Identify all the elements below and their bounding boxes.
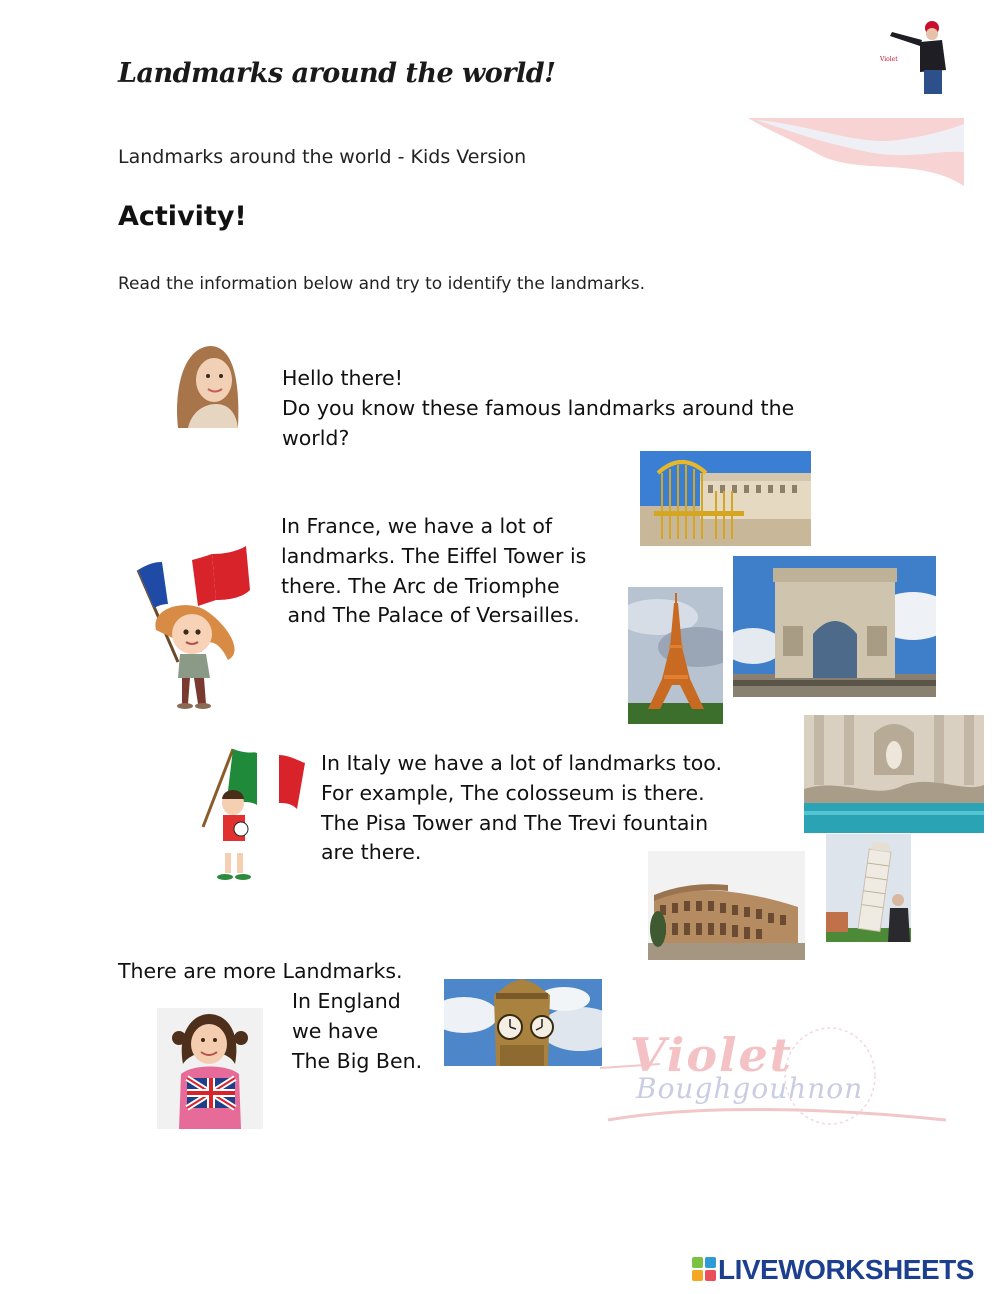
england-text	[292, 987, 422, 1076]
pisa-tower-photo	[826, 834, 911, 942]
england-line: we have	[292, 1018, 379, 1043]
france-line: In France, we have a lot of	[281, 514, 553, 538]
italy-line: are there.	[321, 840, 422, 865]
watermark-name-line2: Boughgouhnon	[636, 1072, 864, 1105]
versailles-photo	[640, 451, 811, 546]
greeting-line: Do you know these famous landmarks around the	[282, 395, 795, 420]
page-title: Landmarks around the world!	[118, 58, 556, 89]
italy-line: The Pisa Tower and The Trevi fountain	[321, 810, 709, 835]
big-ben-photo	[444, 979, 602, 1066]
svg-text:Violet: Violet	[880, 56, 898, 63]
england-line: The Big Ben.	[292, 1048, 423, 1073]
france-line: landmarks. The Eiffel Tower is	[281, 543, 587, 568]
france-line: there. The Arc de Triomphe	[281, 573, 560, 598]
england-line: In England	[292, 989, 401, 1013]
arc-de-triomphe-photo	[733, 556, 936, 697]
author-watermark	[600, 1024, 950, 1128]
boy-with-italian-flag-image	[199, 747, 307, 883]
activity-instruction: Read the information below and try to identify the landmarks.	[118, 274, 645, 294]
france-text	[281, 512, 586, 631]
liveworksheets-wordmark: LIVEWORKSHEETS	[718, 1254, 974, 1285]
france-line: and The Palace of Versailles.	[281, 603, 580, 628]
girl-with-uk-flag-image	[157, 1008, 263, 1129]
watermark-name-line1: Violet	[630, 1028, 794, 1082]
trevi-fountain-photo	[804, 715, 984, 833]
decorative-swoosh	[748, 116, 964, 188]
greeting-line: Hello there!	[282, 366, 403, 390]
england-intro-text: There are more Landmarks.	[118, 959, 403, 983]
liveworksheets-logo-icon	[692, 1257, 716, 1281]
girl-with-french-flag-image	[132, 542, 256, 710]
liveworksheets-logo[interactable]	[692, 1254, 990, 1286]
activity-heading: Activity!	[118, 201, 247, 232]
page-subtitle: Landmarks around the world - Kids Version	[118, 146, 527, 168]
author-avatar-image	[876, 18, 950, 96]
girl-portrait-image	[168, 342, 240, 428]
greeting-text	[282, 364, 794, 453]
eiffel-tower-photo	[628, 587, 723, 724]
italy-line: For example, The colosseum is there.	[321, 780, 705, 805]
greeting-line: world?	[282, 425, 350, 450]
italy-line: In Italy we have a lot of landmarks too.	[321, 751, 722, 775]
colosseum-photo	[648, 851, 805, 960]
